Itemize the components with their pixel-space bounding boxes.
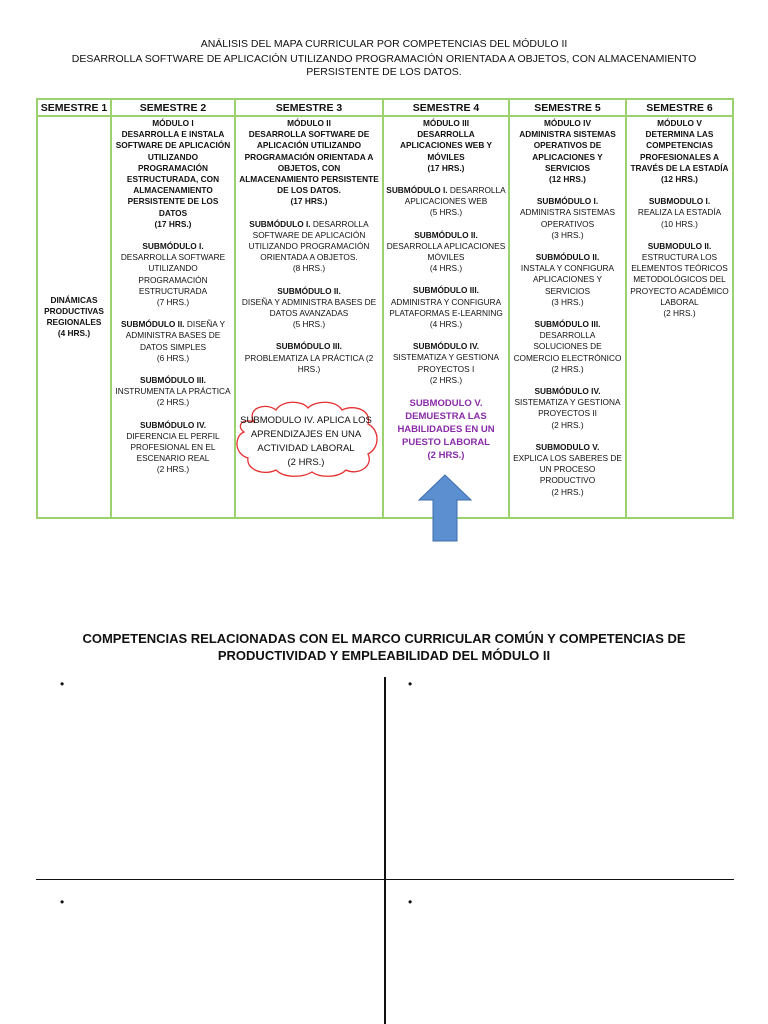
cell-semestre-4: MÓDULO III DESARROLLA APLICACIONES WEB Y MÓVILES (17 HRS.) SUBMÓDULO I. DESARROLLA APLICACIONES WEB (5 HRS.) SUBMÓDULO II. DESARROLLA APLICACIONES MÓVILES (4 HRS.) SUBMÓDULO III. ADMINISTRA Y CONFIGURA PLATAFORMAS E-LEARNING (4 HRS.) SUBMÓDULO IV. SISTEMATIZA Y GESTIONA PROYECTOS I (2 HRS.) SUBMODULO V. DEMUESTRA LAS HABILIDADES EN UN PUESTO LABORAL (2 HRS.) <box>383 116 509 518</box>
module-title: DETERMINA LAS COMPETENCIAS PROFESIONALES A TRAVÉS DE LA ESTADÍA <box>630 129 729 173</box>
module-title: DESARROLLA SOFTWARE DE APLICACIÓN UTILIZANDO PROGRAMACIÓN ORIENTADA A OBJETOS, CON ALMACENAMIENTO PERSISTENTE DE LOS DATOS. <box>239 129 379 196</box>
module-label: MÓDULO II <box>287 118 331 128</box>
highlighted-submodule: SUBMODULO V. DEMUESTRA LAS HABILIDADES EN UN PUESTO LABORAL <box>397 398 495 449</box>
vertical-divider <box>384 677 386 1024</box>
table-header-row <box>37 99 733 116</box>
curriculum-table <box>36 98 734 519</box>
bullet-bottom-right: • <box>408 895 413 909</box>
table-body-row <box>37 116 733 518</box>
header-semestre-5: SEMESTRE 5 <box>509 99 626 116</box>
up-arrow-icon <box>418 474 472 542</box>
module-title: ADMINISTRA SISTEMAS OPERATIVOS DE APLICACIONES Y SERVICIOS <box>519 129 616 173</box>
document-title: ANÁLISIS DEL MAPA CURRICULAR POR COMPETENCIAS DEL MÓDULO II <box>200 38 568 50</box>
header-semestre-3: SEMESTRE 3 <box>235 99 383 116</box>
module-label: MÓDULO IV <box>543 118 591 128</box>
cell-semestre-6: MÓDULO V DETERMINA LAS COMPETENCIAS PROFESIONALES A TRAVÉS DE LA ESTADÍA (12 HRS.) SUBMODULO I. REALIZA LA ESTADÍA (10 HRS.) SUBMODULO II. ESTRUCTURA LOS ELEMENTOS TEÓRICOS METODOLÓGICOS DEL PROYECTO ACADÉMICO LABORAL (2 HRS.) <box>626 116 733 518</box>
header-semestre-4: SEMESTRE 4 <box>383 99 509 116</box>
module-label: MÓDULO V <box>657 118 702 128</box>
header-semestre-6: SEMESTRE 6 <box>626 99 733 116</box>
bullet-top-left: • <box>60 677 65 691</box>
cell-semestre-2: MÓDULO I DESARROLLA E INSTALA SOFTWARE DE APLICACIÓN UTILIZANDO PROGRAMACIÓN ESTRUCTURADA, CON ALMACENAMIENTO PERSISTENTE DE LOS DATOS (17 HRS.) SUBMÓDULO I. DESARROLLA SOFTWARE UTILIZANDO PROGRAMACIÓN ESTRUCTURADA (7 HRS.) SUBMÓDULO II. DISEÑA Y ADMINISTRA BASES DE DATOS SIMPLES (6 HRS.) SUBMÓDULO III. INSTRUMENTA LA PRÁCTICA (2 HRS.) SUBMÓDULO IV. DIFERENCIA EL PERFIL PROFESIONAL EN EL ESCENARIO REAL (2 HRS.) <box>111 116 235 518</box>
module-label: MÓDULO I <box>152 118 194 128</box>
cloud-callout: SUBMODULO IV. APLICA LOS APRENDIZAJES EN UNA ACTIVIDAD LABORAL (2 HRS.) <box>240 415 372 468</box>
submodule-label: SUBMÓDULO I. <box>142 241 204 252</box>
horizontal-divider <box>36 879 734 880</box>
bullet-top-right: • <box>408 677 413 691</box>
document-subtitle: DESARROLLA SOFTWARE DE APLICACIÓN UTILIZANDO PROGRAMACIÓN ORIENTADA A OBJETOS, CON ALMACENAMIENTO PERSISTENTE DE LOS DATOS. <box>71 53 697 78</box>
module-title: DESARROLLA E INSTALA SOFTWARE DE APLICACIÓN UTILIZANDO PROGRAMACIÓN ESTRUCTURADA, CON ALMACENAMIENTO PERSISTENTE DE LOS DATOS <box>115 129 231 218</box>
cell-semestre-3: MÓDULO II DESARROLLA SOFTWARE DE APLICACIÓN UTILIZANDO PROGRAMACIÓN ORIENTADA A OBJETOS, CON ALMACENAMIENTO PERSISTENTE DE LOS DATOS. (17 HRS.) SUBMÓDULO I. DESARROLLA SOFTWARE DE APLICACIÓN UTILIZANDO PROGRAMACIÓN ORIENTADA A OBJETOS. (8 HRS.) SUBMÓDULO II. DISEÑA Y ADMINISTRA BASES DE DATOS AVANZADAS (5 HRS.) SUBMÓDULO III. PROBLEMATIZA LA PRÁCTICA (2 HRS.) <box>235 116 383 518</box>
bullet-bottom-left: • <box>60 895 65 909</box>
header-semestre-2: SEMESTRE 2 <box>111 99 235 116</box>
competencias-title: COMPETENCIAS RELACIONADAS CON EL MARCO CURRICULAR COMÚN Y COMPETENCIAS DE PRODUCTIVIDAD Y EMPLEABILIDAD DEL MÓDULO II <box>82 631 686 663</box>
module-label: MÓDULO III <box>422 118 470 128</box>
cell-semestre-1: DINÁMICAS PRODUCTIVAS REGIONALES (4 HRS.) <box>37 116 111 518</box>
module-title: DESARROLLA APLICACIONES WEB Y MÓVILES <box>399 129 493 162</box>
header-semestre-1: SEMESTRE 1 <box>37 99 111 116</box>
cell-semestre-5: MÓDULO IV ADMINISTRA SISTEMAS OPERATIVOS DE APLICACIONES Y SERVICIOS (12 HRS.) SUBMÓDULO I. ADMINISTRA SISTEMAS OPERATIVOS (3 HRS.) SUBMÓDULO II. INSTALA Y CONFIGURA APLICACIONES Y SERVICIOS (3 HRS.) SUBMÓDULO III. DESARROLLA SOLUCIONES DE COMERCIO ELECTRÓNICO (2 HRS.) SUBMÓDULO IV. SISTEMATIZA Y GESTIONA PROYECTOS II (2 HRS.) SUBMODULO V. EXPLICA LOS SABERES DE UN PROCESO PRODUCTIVO (2 HRS.) <box>509 116 626 518</box>
